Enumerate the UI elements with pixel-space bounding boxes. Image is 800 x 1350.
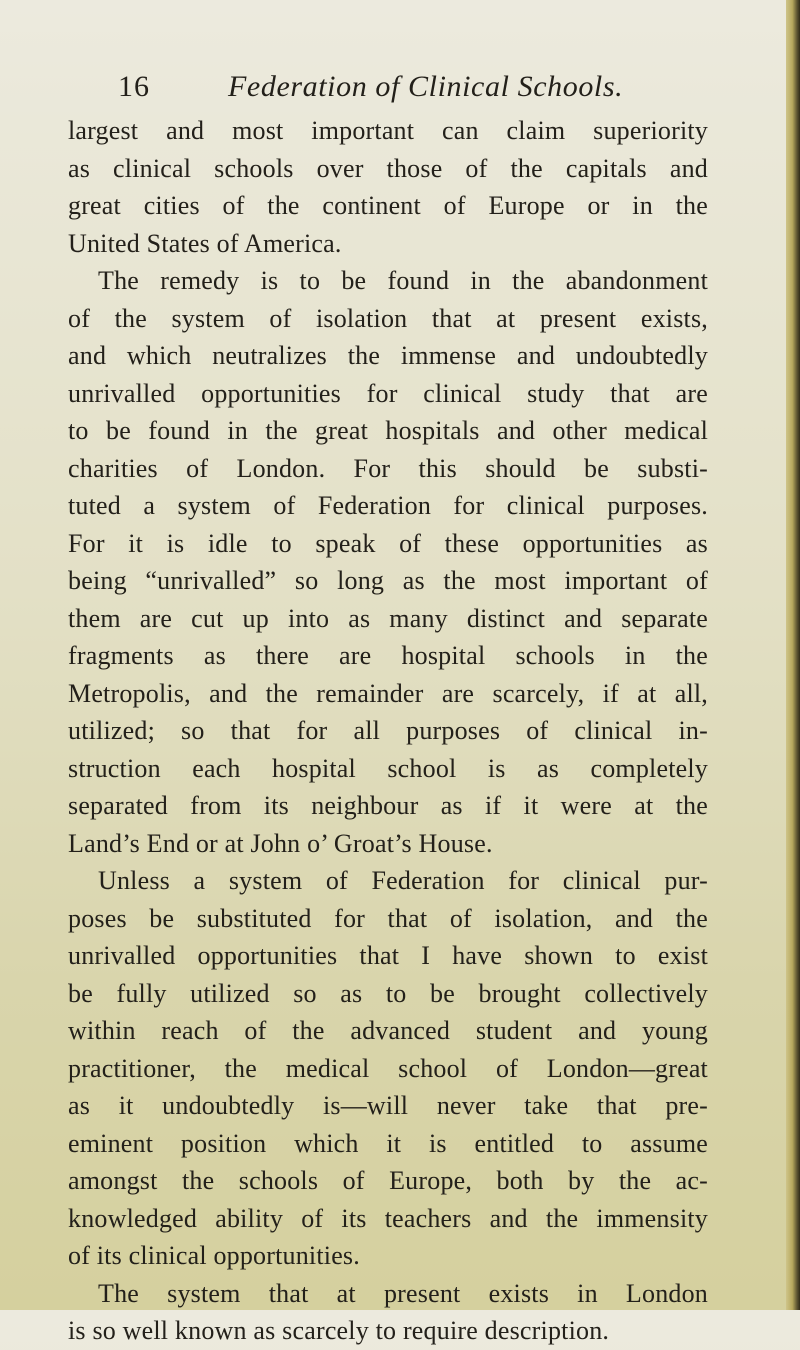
text-line: great cities of the continent of Europe or in the — [68, 191, 708, 220]
text-line: as clinical schools over those of the capitals and — [68, 153, 708, 183]
text-line: amongst the schools of Europe, both by the ac- — [68, 1166, 708, 1195]
text-line: unrivalled opportunities that I have shown to exist — [68, 941, 708, 970]
text-line: knowledged ability of its teachers and the immensity — [68, 1203, 708, 1233]
text-line: as it undoubtedly is—will never take that pre- — [68, 1091, 708, 1120]
text-line: struction each hospital school is as completely — [68, 753, 708, 783]
text-line: of its clinical opportunities. — [68, 1241, 360, 1270]
text-line: being “unrivalled” so long as the most important of — [68, 566, 708, 595]
text-line: Land’s End or at John o’ Groat’s House. — [68, 828, 493, 858]
page-edge — [786, 0, 800, 1310]
text-line: them are cut up into as many distinct and separate — [68, 603, 708, 633]
body-text — [68, 112, 708, 1350]
text-line: United States of America. — [68, 228, 342, 258]
text-line: The system that at present exists in London — [98, 1278, 708, 1308]
text-line: utilized; so that for all purposes of clinical in- — [68, 716, 708, 745]
text-line: poses be substituted for that of isolation, and the — [68, 903, 708, 933]
page-number: 16 — [118, 70, 150, 103]
text-line: practitioner, the medical school of London—great — [68, 1053, 708, 1083]
text-line: and which neutralizes the immense and undoubtedly — [68, 341, 708, 370]
text-line: unrivalled opportunities for clinical study that are — [68, 378, 708, 408]
text-line: within reach of the advanced student and young — [68, 1016, 708, 1045]
text-line: Unless a system of Federation for clinical pur- — [98, 866, 708, 895]
text-line: charities of London. For this should be substi- — [68, 453, 708, 483]
running-title: Federation of Clinical Schools. — [228, 70, 624, 103]
text-line: fragments as there are hospital schools in the — [68, 641, 708, 670]
text-line: tuted a system of Federation for clinical purposes. — [68, 491, 708, 520]
text-line: is so well known as scarcely to require description. — [68, 1316, 610, 1345]
page-header — [0, 64, 786, 110]
text-line: separated from its neighbour as if it were at the — [68, 791, 708, 820]
text-line: be fully utilized so as to be brought collectively — [68, 978, 708, 1008]
text-line: largest and most important can claim superiority — [68, 116, 708, 145]
text-line: For it is idle to speak of these opportunities as — [68, 528, 708, 558]
text-line: eminent position which it is entitled to assume — [68, 1128, 708, 1158]
text-line: Metropolis, and the remainder are scarcely, if at all, — [68, 678, 708, 708]
text-line: to be found in the great hospitals and other medical — [68, 416, 708, 445]
text-line: of the system of isolation that at present exists, — [68, 303, 708, 333]
text-line: The remedy is to be found in the abandonment — [98, 266, 708, 295]
